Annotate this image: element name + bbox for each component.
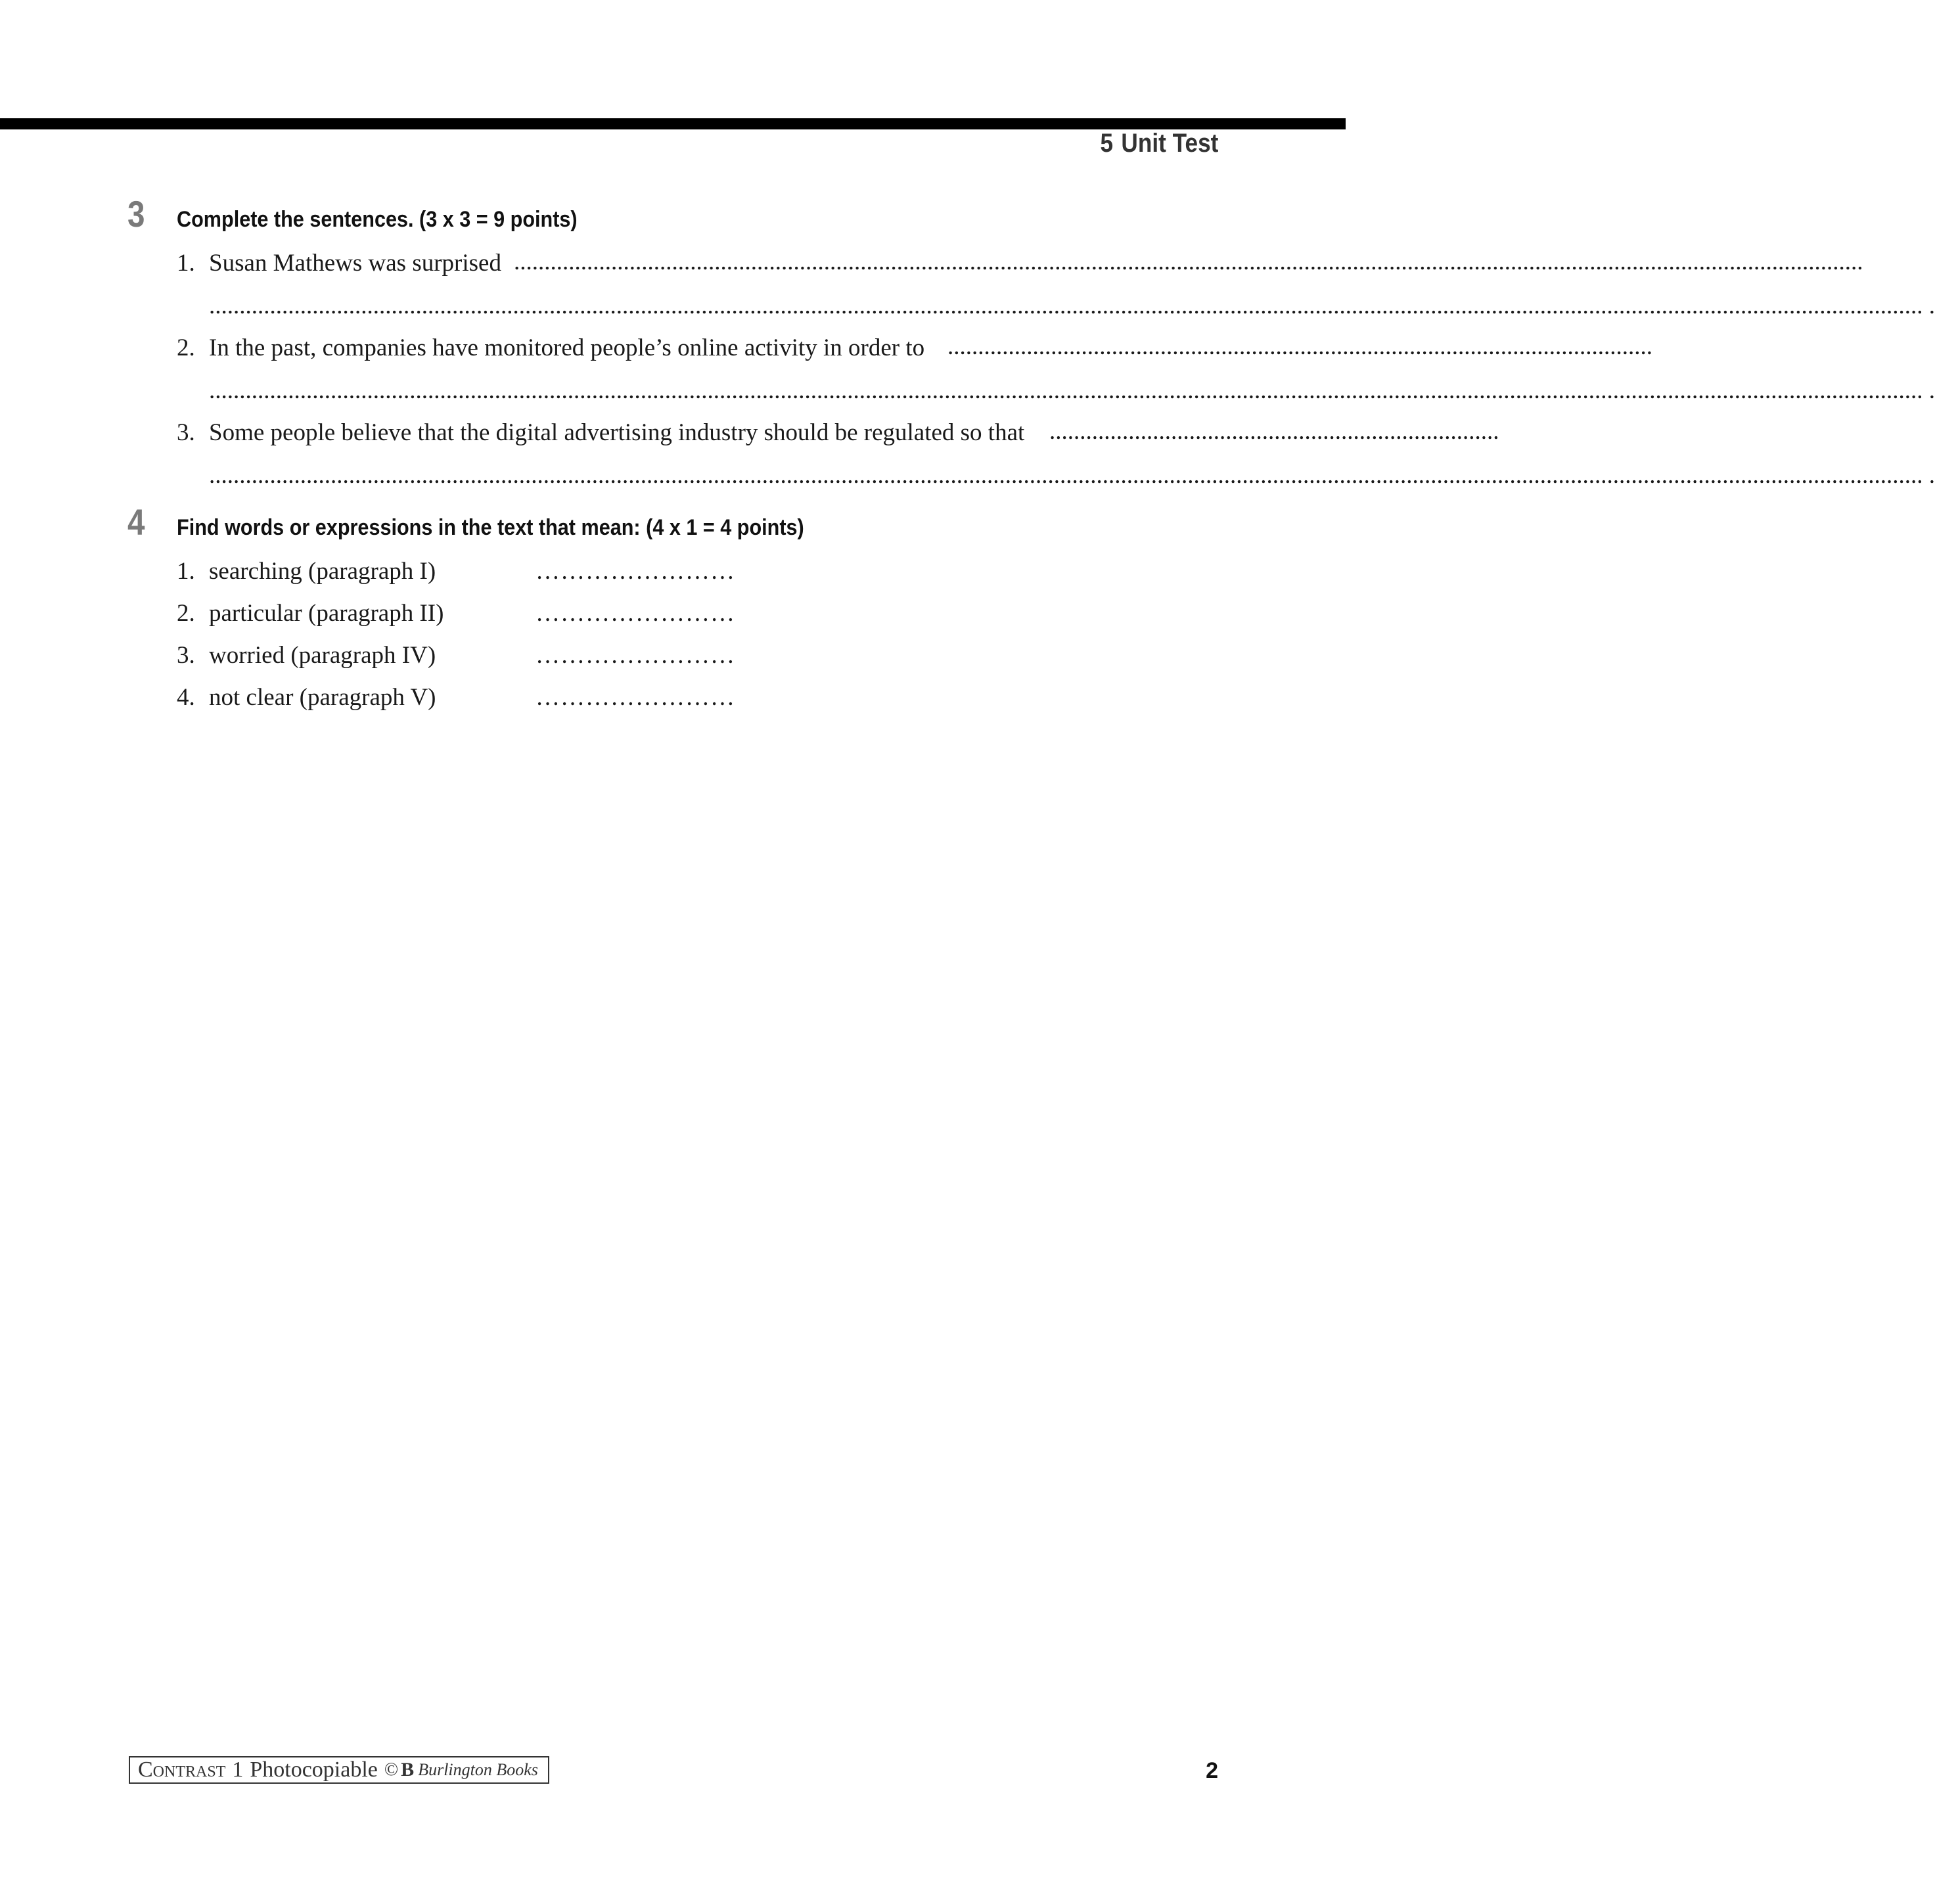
exercise-4-item-4-number: 4. <box>177 684 195 711</box>
footer-photocopiable: Photocopiable <box>250 1757 378 1782</box>
answer-line[interactable]: .............................................................................................................................................................................................................................. <box>514 248 1863 275</box>
footer-brand: Contrast <box>138 1757 226 1782</box>
header-rule <box>0 118 1346 129</box>
unit-label: Unit Test <box>1121 129 1218 158</box>
answer-line[interactable]: .......................................................................... <box>1049 418 1499 445</box>
exercise-4-item-3-prompt: worried (paragraph IV) <box>209 642 436 669</box>
exercise-4-item-4-prompt: not clear (paragraph V) <box>209 684 436 711</box>
answer-blank[interactable]: …………………… <box>535 558 735 585</box>
copyright-icon: © <box>384 1759 399 1780</box>
exercise-3-item-1-prompt: Susan Mathews was surprised <box>209 250 501 277</box>
unit-number: 5 <box>1100 129 1113 158</box>
exercise-4-item-2-number: 2. <box>177 600 195 627</box>
answer-blank[interactable]: …………………… <box>535 684 735 711</box>
exercise-4-number: 4 <box>127 501 145 543</box>
footer-level: 1 <box>232 1757 244 1782</box>
footer-copyright-box <box>129 1756 549 1784</box>
unit-title <box>1100 129 1218 158</box>
exercise-3-item-2-number: 2. <box>177 334 195 361</box>
exercise-3-number: 3 <box>127 193 145 235</box>
answer-blank[interactable]: …………………… <box>535 642 735 669</box>
exercise-4-item-1-prompt: searching (paragraph I) <box>209 558 436 585</box>
publisher-logo-icon: B <box>401 1759 415 1780</box>
answer-line[interactable]: .......................................................................................................................................................................................................................................................................................... . <box>209 377 1935 404</box>
answer-line[interactable]: .......................................................................................................................................................................................................................................................................................... . <box>209 462 1935 489</box>
exercise-3-item-3-prompt: Some people believe that the digital advertising industry should be regulated so that <box>209 419 1025 446</box>
footer-publisher: Burlington Books <box>418 1760 538 1779</box>
exercise-3-instruction: Complete the sentences. (3 x 3 = 9 points) <box>177 207 578 232</box>
exercise-3-item-1-number: 1. <box>177 250 195 277</box>
page-number: 2 <box>1206 1758 1218 1783</box>
exercise-4-item-2-prompt: particular (paragraph II) <box>209 600 444 627</box>
answer-line[interactable]: .................................................................................................................... <box>947 333 1652 360</box>
exercise-4-instruction: Find words or expressions in the text that mean: (4 x 1 = 4 points) <box>177 515 804 540</box>
answer-blank[interactable]: …………………… <box>535 600 735 627</box>
exercise-3-item-2-prompt: In the past, companies have monitored people’s online activity in order to <box>209 334 925 361</box>
exercise-4-item-1-number: 1. <box>177 558 195 585</box>
exercise-4-item-3-number: 3. <box>177 642 195 669</box>
answer-line[interactable]: .......................................................................................................................................................................................................................................................................................... . <box>209 292 1935 319</box>
exercise-3-item-3-number: 3. <box>177 419 195 446</box>
